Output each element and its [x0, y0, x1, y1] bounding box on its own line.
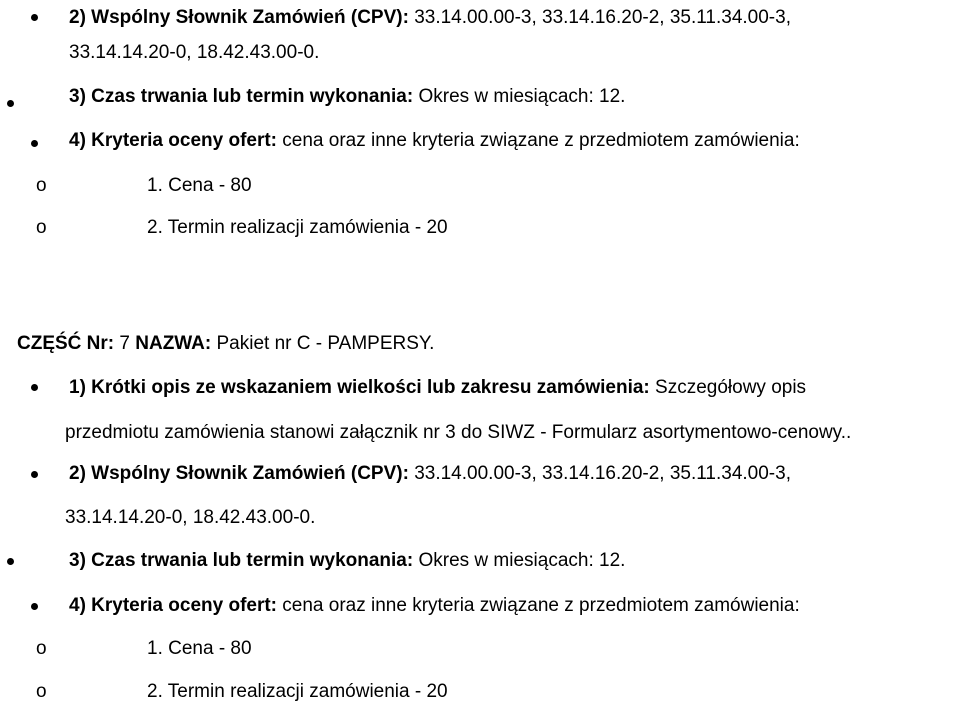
cpv-value: 33.14.00.00-3, 33.14.16.20-2, 35.11.34.00-3,	[408, 7, 791, 28]
cpv-line	[69, 463, 791, 485]
duration-line	[69, 550, 625, 572]
criteria-line	[69, 595, 800, 617]
list-marker-icon: o	[36, 217, 47, 238]
bullet-icon	[31, 384, 38, 391]
cpv-line-continued: 33.14.14.20-0, 18.42.43.00-0.	[69, 42, 320, 63]
criteria-item: 2. Termin realizacji zamówienia - 20	[147, 681, 448, 702]
criteria-label: 4) Kryteria oceny ofert:	[69, 130, 278, 151]
cpv-line-continued: 33.14.14.20-0, 18.42.43.00-0.	[65, 507, 316, 528]
duration-label: 3) Czas trwania lub termin wykonania:	[69, 550, 414, 571]
short-description-continued: przedmiotu zamówienia stanowi załącznik nr 3 do SIWZ - Formularz asortymentowo-cenowy..	[65, 422, 852, 443]
bullet-icon	[7, 558, 14, 565]
duration-label: 3) Czas trwania lub termin wykonania:	[69, 86, 414, 107]
bullet-icon	[7, 100, 14, 107]
criteria-item: 2. Termin realizacji zamówienia - 20	[147, 217, 448, 238]
cpv-value: 33.14.00.00-3, 33.14.16.20-2, 35.11.34.00-3,	[408, 463, 791, 484]
duration-value: Okres w miesiącach: 12.	[413, 86, 626, 107]
cpv-label: 2) Wspólny Słownik Zamówień (CPV):	[69, 7, 409, 28]
list-marker-icon: o	[36, 175, 47, 196]
criteria-value: cena oraz inne kryteria związane z przedmiotem zamówienia:	[277, 130, 800, 151]
list-marker-icon: o	[36, 638, 47, 659]
cpv-label: 2) Wspólny Słownik Zamówień (CPV):	[69, 463, 409, 484]
short-description-value: Szczegółowy opis	[649, 377, 807, 398]
criteria-line	[69, 130, 800, 152]
bullet-icon	[31, 14, 38, 21]
bullet-icon	[31, 140, 38, 147]
criteria-label: 4) Kryteria oceny ofert:	[69, 595, 278, 616]
bullet-icon	[31, 603, 38, 610]
part-number: 7	[114, 333, 136, 354]
part-heading	[17, 333, 434, 355]
part-label: CZĘŚĆ Nr:	[17, 333, 115, 354]
name-label: NAZWA:	[135, 333, 212, 354]
criteria-item: 1. Cena - 80	[147, 638, 252, 659]
list-marker-icon: o	[36, 681, 47, 702]
bullet-icon	[31, 471, 38, 478]
part-name: Pakiet nr C - PAMPERSY.	[211, 333, 435, 354]
duration-value: Okres w miesiącach: 12.	[413, 550, 626, 571]
criteria-item: 1. Cena - 80	[147, 175, 252, 196]
duration-line	[69, 86, 625, 108]
short-description-label: 1) Krótki opis ze wskazaniem wielkości lub zakresu zamówienia:	[69, 377, 650, 398]
short-description-line	[69, 377, 806, 399]
cpv-line	[69, 7, 791, 29]
criteria-value: cena oraz inne kryteria związane z przedmiotem zamówienia:	[277, 595, 800, 616]
